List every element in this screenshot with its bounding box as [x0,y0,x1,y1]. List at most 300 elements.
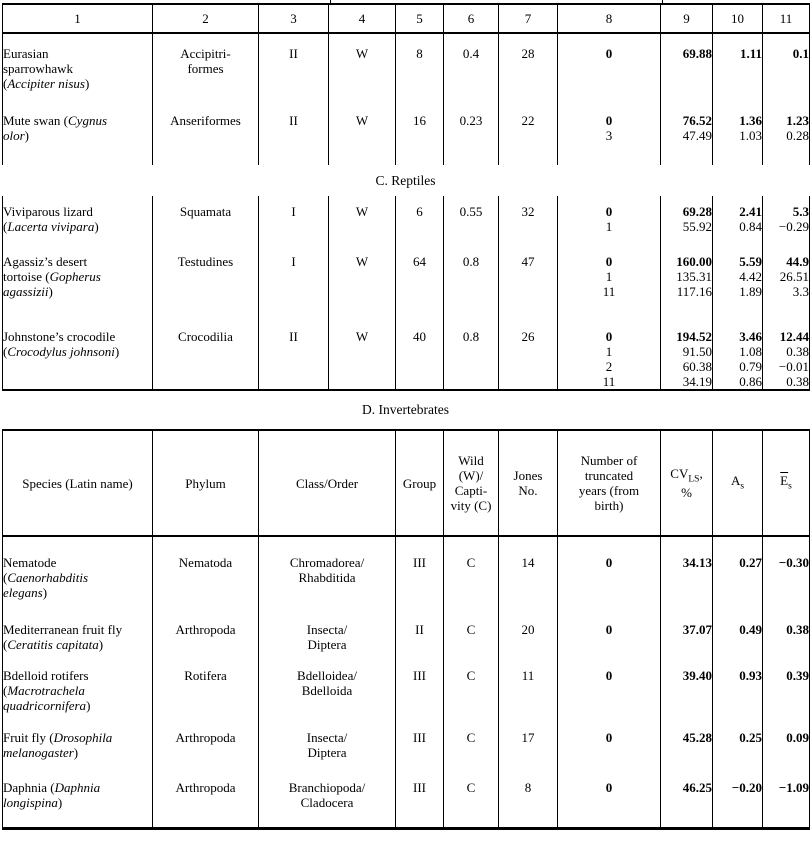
group-cell [396,663,444,725]
value-line: 0 [605,555,613,570]
species-row [3,251,810,328]
cell-line: II [289,113,298,128]
header-jones-no: Jones No. [499,430,558,536]
header-truncated-years: Number of truncated years (from birth) [558,430,661,536]
common-name: Eurasian [3,46,49,61]
common-name: Daphnia ( [3,780,55,795]
common-name: Agassiz’s desert [3,254,88,269]
cell-line: Branchiopoda/ [288,780,366,795]
cell-line: 8 [524,780,532,795]
cell-line: W [355,46,369,61]
es-cell [763,615,810,663]
value-line: 0 [605,46,613,61]
common-name: ( [3,683,8,698]
cell-line: formes [187,61,224,76]
as-cell [713,536,763,615]
order-cell [153,328,259,390]
species-line [3,113,152,128]
species-line [3,128,152,143]
cell-line: II [415,622,424,637]
header-species: Species (Latin name) [3,430,153,536]
cell-line: III [413,668,426,683]
page-cut-tick-right [662,0,663,4]
species-line [3,570,152,585]
col7-cell [499,328,558,390]
cv-cell [661,110,713,165]
value-line: 12.44 [779,329,809,344]
species-cell [3,33,153,110]
order-cell [153,110,259,165]
col7-cell [499,110,558,165]
latin-name: Gopherus [49,269,101,284]
species-line [3,269,152,284]
cell-line: Squamata [179,204,232,219]
common-name: ( [3,76,8,91]
es-cell [763,663,810,725]
cell-line: Arthropoda [175,730,236,745]
value-line: 39.40 [682,668,712,683]
header-class-order: Class/Order [259,430,396,536]
cell-line: 0.8 [462,254,480,269]
value-line: 91.50 [682,344,712,359]
species-line [3,76,152,91]
truncated-years-cell [558,536,661,615]
header-as: $A_s$ [713,430,763,536]
common-name: ) [73,745,79,760]
latin-name: olor [3,128,25,143]
latin-name: Drosophila [53,730,113,745]
cv-cell [661,328,713,390]
cell-line: Diptera [307,745,347,760]
common-name: ( [3,637,8,652]
cell-line: 40 [413,329,426,344]
as-cell [713,663,763,725]
value-line: 0.79 [739,359,762,374]
column-number-cell: 10 [713,4,763,33]
common-name: ) [94,219,99,234]
col6-cell [444,110,499,165]
latin-name: Accipiter nisus [7,76,85,91]
value-line: 3.3 [792,284,809,299]
cell-line: III [413,780,426,795]
value-line: 0 [605,780,613,795]
value-line: 1 [605,269,613,284]
value-line: 47.49 [682,128,712,143]
cell-line: Insecta/ [306,622,348,637]
value-line: −0.29 [778,219,809,234]
class-order-cell [259,725,396,774]
value-line: 5.3 [792,204,809,219]
species-row [3,328,810,390]
value-line: 135.31 [676,269,712,284]
value-line: 0.84 [739,219,762,234]
header-phylum: Phylum [153,430,259,536]
es-cell [763,33,810,110]
value-line: 0.49 [739,622,762,637]
latin-name: Ceratitis capitata [7,637,99,652]
species-cell [3,328,153,390]
phylum-cell [153,774,259,828]
column-number-cell: 2 [153,4,259,33]
value-line: 44.9 [786,254,809,269]
latin-name: quadricornifera [3,698,87,713]
cell-line: III [413,730,426,745]
es-cell [763,328,810,390]
cell-line: 28 [521,46,535,61]
value-line: 11 [602,374,616,389]
species-cell [3,251,153,328]
col6-cell [444,251,499,328]
cell-line: I [291,254,296,269]
truncated-years-cell [558,615,661,663]
species-cell [3,615,153,663]
latin-name: Daphnia [54,780,101,795]
wild-captivity-cell [329,110,396,165]
wild-captivity-cell [444,536,499,615]
group-cell [259,33,329,110]
cell-line: W [355,254,369,269]
value-line: 55.92 [682,219,712,234]
col5-cell [396,110,444,165]
cell-line: I [291,204,296,219]
species-line [3,730,152,745]
continued-species-table [2,3,810,165]
value-line: 4.42 [739,269,762,284]
cell-line: 6 [416,204,423,219]
cv-cell [661,536,713,615]
cell-line: 0.23 [459,113,483,128]
value-line: 1.23 [786,113,809,128]
value-line: 0 [605,113,613,128]
latin-name: agassizii [3,284,49,299]
common-name: Viviparous lizard [3,204,93,219]
common-name: Johnstone’s crocodile [3,329,116,344]
value-line: 0.09 [786,730,809,745]
class-order-cell [259,663,396,725]
species-line [3,683,152,698]
cv-cell [661,33,713,110]
cell-line: Bdelloida [301,683,353,698]
as-cell [713,328,763,390]
cell-line: C [466,622,476,637]
cell-line: Bdelloidea/ [297,668,357,683]
species-cell [3,663,153,725]
as-cell [713,725,763,774]
value-line: 2.41 [739,204,762,219]
group-cell [259,110,329,165]
group-cell [396,536,444,615]
cell-line: C [466,555,476,570]
es-cell [763,251,810,328]
cv-cell [661,196,713,251]
common-name: ( [3,570,8,585]
col7-cell [499,251,558,328]
species-line [3,745,152,760]
value-line: 1.89 [739,284,762,299]
species-row [3,663,810,725]
cell-line: 32 [521,204,535,219]
cell-line: Cladocera [300,795,354,810]
species-line [3,622,152,637]
column-number-cell: 1 [3,4,153,33]
common-name: sparrowhawk [3,61,74,76]
jones-no-cell [499,615,558,663]
col6-cell [444,196,499,251]
cell-line: Diptera [307,637,347,652]
cv-cell [661,251,713,328]
wild-captivity-cell [329,196,396,251]
as-cell [713,110,763,165]
value-line: 37.07 [682,622,712,637]
value-line: 0.86 [739,374,762,389]
species-line [3,698,152,713]
cell-line: Rhabditida [298,570,356,585]
value-line: 0.39 [786,668,809,683]
cell-line: W [355,329,369,344]
species-line [3,61,152,76]
common-name: ) [98,637,104,652]
value-line: 3 [605,128,613,143]
phylum-cell [153,615,259,663]
value-line: −1.09 [778,780,809,795]
group-cell [259,196,329,251]
value-line: 3.46 [739,329,762,344]
col5-cell [396,196,444,251]
cell-line: II [289,46,298,61]
cell-line: 22 [521,113,535,128]
common-name: ) [48,284,53,299]
value-line: 0.25 [739,730,762,745]
wild-captivity-cell [444,774,499,828]
value-line: 1.08 [739,344,762,359]
es-cell [763,725,810,774]
value-line: 0 [605,254,613,269]
value-line: 0 [605,204,613,219]
species-row [3,615,810,663]
section-title-invertebrates: D. Invertebrates [362,402,449,417]
truncated-years-cell [558,110,661,165]
value-line: 0 [605,622,613,637]
col6-cell [444,33,499,110]
order-cell [153,33,259,110]
class-order-cell [259,615,396,663]
latin-name: Lacerta vivipara [7,219,95,234]
value-line: 0.28 [786,128,809,143]
value-line: −0.30 [778,555,809,570]
truncated-years-cell [558,33,661,110]
cell-line: Insecta/ [306,730,348,745]
reptiles-table [2,196,810,391]
header-wild-captivity: Wild (W)/ Capti- vity (C) [444,430,499,536]
common-name: ) [86,698,91,713]
species-line [3,204,152,219]
es-cell [763,110,810,165]
species-row [3,536,810,615]
cell-line: Rotifera [184,668,227,683]
column-number-cell: 5 [396,4,444,33]
value-line: 0.27 [739,555,762,570]
col7-cell [499,33,558,110]
cell-line: 11 [521,668,535,683]
class-order-cell [259,536,396,615]
cell-line: 14 [521,555,535,570]
species-line [3,668,152,683]
col5-cell [396,33,444,110]
es-cell [763,536,810,615]
value-line: 2 [605,359,613,374]
cv-cell [661,615,713,663]
latin-name: Cygnus [68,113,107,128]
value-line: 69.28 [682,204,712,219]
latin-name: melanogaster [3,745,74,760]
jones-no-cell [499,536,558,615]
value-line: 1.11 [739,46,762,61]
cell-line: 0.4 [462,46,480,61]
value-line: 76.52 [682,113,712,128]
truncated-years-cell [558,196,661,251]
header-cv-ls: $CV_{LS}$, % [661,430,713,536]
common-name: tortoise ( [3,269,50,284]
latin-name: Macrotrachela [7,683,85,698]
cell-line: Accipitri- [180,46,231,61]
as-cell [713,196,763,251]
value-line: 60.38 [682,359,712,374]
species-cell [3,536,153,615]
cell-line: Nematoda [178,555,233,570]
invertebrates-table [2,429,810,830]
cv-cell [661,774,713,828]
value-line: 0.38 [786,374,809,389]
species-row [3,774,810,828]
common-name: Nematode [3,555,57,570]
cell-line: Arthropoda [175,780,236,795]
cell-line: II [289,329,298,344]
species-line [3,254,152,269]
column-number-cell: 6 [444,4,499,33]
species-row [3,33,810,110]
value-line: 160.00 [676,254,712,269]
phylum-cell [153,663,259,725]
group-cell [396,725,444,774]
order-cell [153,251,259,328]
wild-captivity-cell [444,663,499,725]
species-cell [3,774,153,828]
phylum-cell [153,536,259,615]
cell-line: 8 [416,46,423,61]
column-number-cell: 11 [763,4,810,33]
value-line: 117.16 [676,284,712,299]
value-line: −0.20 [731,780,762,795]
latin-name: longispina [3,795,58,810]
jones-no-cell [499,774,558,828]
class-order-cell [259,774,396,828]
phylum-cell [153,725,259,774]
species-line [3,344,152,359]
species-row [3,110,810,165]
value-line: 0.1 [792,46,809,61]
wild-captivity-cell [444,615,499,663]
wild-captivity-cell [444,725,499,774]
value-line: 0.93 [739,668,762,683]
cell-line: Testudines [177,254,234,269]
species-line [3,795,152,810]
page-cut-tick-left [330,0,331,4]
cell-line: 26 [521,329,535,344]
value-line: 1 [605,219,613,234]
es-cell [763,774,810,828]
order-cell [153,196,259,251]
species-row [3,725,810,774]
cv-cell [661,725,713,774]
cell-line: 20 [521,622,535,637]
common-name: ) [42,585,48,600]
species-line [3,780,152,795]
truncated-years-cell [558,663,661,725]
common-name: ( [3,219,8,234]
common-name: ) [57,795,63,810]
column-number-cell: 4 [329,4,396,33]
header-group: Group [396,430,444,536]
column-number-cell: 3 [259,4,329,33]
species-cell [3,110,153,165]
common-name: ) [24,128,30,143]
species-line [3,555,152,570]
column-number-cell: 7 [499,4,558,33]
common-name: ( [3,344,8,359]
col7-cell [499,196,558,251]
value-line: 0.38 [786,344,809,359]
value-line: 1.36 [739,113,762,128]
column-number-cell: 8 [558,4,661,33]
group-cell [396,615,444,663]
column-number-cell: 9 [661,4,713,33]
wild-captivity-cell [329,251,396,328]
invertebrates-header-row [3,430,810,536]
cell-line: 64 [413,254,426,269]
cell-line: W [355,113,369,128]
value-line: 45.28 [682,730,712,745]
species-line [3,585,152,600]
value-line: 34.19 [682,374,712,389]
col6-cell [444,328,499,390]
species-row [3,196,810,251]
value-line: 1.03 [739,128,762,143]
cell-line: 47 [521,254,535,269]
as-cell [713,615,763,663]
latin-name: Crocodylus johnsoni [7,344,115,359]
truncated-years-cell [558,774,661,828]
header-es: $\overline{E}_s$ [763,430,810,536]
wild-captivity-cell [329,328,396,390]
latin-name: Caenorhabditis [7,570,89,585]
value-line: 0 [605,668,613,683]
section-title-reptiles: C. Reptiles [375,172,436,188]
common-name: Bdelloid rotifers [3,668,89,683]
es-cell [763,196,810,251]
species-cell [3,196,153,251]
species-cell [3,725,153,774]
value-line: 69.88 [682,46,712,61]
wild-captivity-cell [329,33,396,110]
value-line: 0 [605,730,613,745]
cell-line: Crocodilia [178,329,233,344]
truncated-years-cell [558,251,661,328]
column-number-header-row [3,4,810,33]
group-cell [259,251,329,328]
cell-line: Anseriformes [170,113,241,128]
species-line [3,46,152,61]
jones-no-cell [499,663,558,725]
